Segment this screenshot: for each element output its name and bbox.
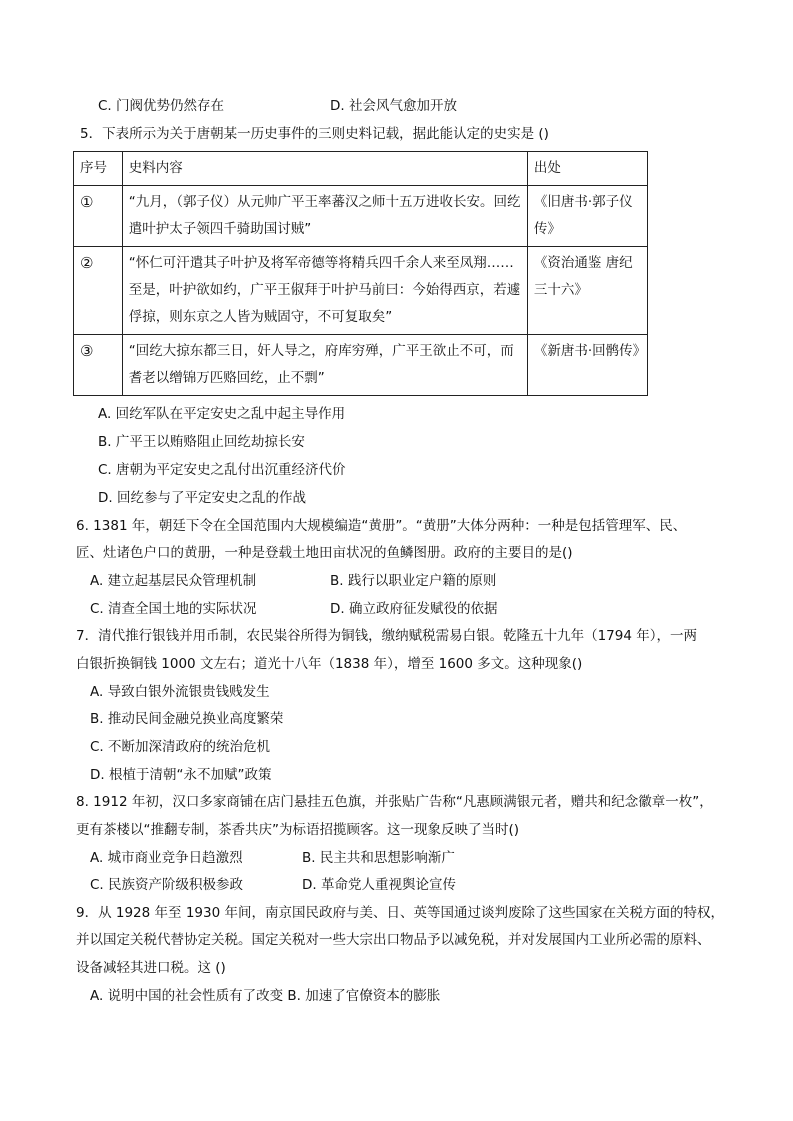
q6-stem-line1: 6. 1381 年，朝廷下令在全国范围内大规模编造“黄册”。“黄册”大体分两种：一种是包括管理军、民、 xyxy=(76,518,687,534)
q5-option-a: A. 回纥军队在平定安史之乱中起主导作用 xyxy=(98,406,346,422)
q8-option-a: A. 城市商业竞争日趋激烈 xyxy=(90,850,243,866)
q7-stem-line2: 白银折换铜钱 1000 文左右；道光十八年（1838 年），增至 1600 多文。这种现象() xyxy=(76,656,583,672)
q6-option-c: C. 清查全国土地的实际状况 xyxy=(90,601,257,617)
q6-option-a: A. 建立起基层民众管理机制 xyxy=(90,573,257,589)
q8-option-b: B. 民主共和思想影响渐广 xyxy=(302,850,455,866)
row-content: “九月，（郭子仪）从元帅广平王率蕃汉之师十五万进收长安。回纥遣叶护太子领四千骑助国讨贼” xyxy=(122,186,527,247)
q6-option-b: B. 践行以职业定户籍的原则 xyxy=(330,573,497,589)
row-source: 《旧唐书·郭子仪传》 xyxy=(527,186,647,247)
source-table xyxy=(73,151,648,396)
header-content: 史料内容 xyxy=(122,152,527,186)
q6-stem-line2: 匠、灶诸色户口的黄册，一种是登载土地田亩状况的鱼鳞图册。政府的主要目的是() xyxy=(76,545,573,561)
q5-option-c: C. 唐朝为平定安史之乱付出沉重经济代价 xyxy=(98,462,346,478)
table-row xyxy=(74,247,648,335)
q8-stem-line1: 8. 1912 年初，汉口多家商铺在店门悬挂五色旗，并张贴广告称“凡惠顾满银元者，赠共和纪念徽章一枚”， xyxy=(76,794,713,810)
q7-stem-line1: 7．清代推行银钱并用币制，农民粜谷所得为铜钱，缴纳赋税需易白银。乾隆五十九年（1794 年），一两 xyxy=(76,628,697,644)
row-content: “回纥大掠东都三日，奸人导之，府库穷殚，广平王欲止不可，而耆老以缯锦万匹赂回纥，止不剽” xyxy=(122,335,527,396)
q8-stem-line2: 更有茶楼以“推翻专制，茶香共庆”为标语招揽顾客。这一现象反映了当时() xyxy=(76,822,520,838)
q9-stem-line1: 9．从 1928 年至 1930 年间，南京国民政府与美、日、英等国通过谈判废除了这些国家在关税方面的特权， xyxy=(76,905,724,921)
row-no: ③ xyxy=(74,335,123,396)
q7-option-d: D. 根植于清朝“永不加赋”政策 xyxy=(90,767,272,783)
header-source: 出处 xyxy=(527,152,647,186)
row-content: “怀仁可汗遣其子叶护及将军帝德等将精兵四千余人来至凤翔……至是，叶护欲如约，广平王俶拜于叶护马前曰：今始得西京，若遽俘掠，则东京之人皆为贼固守，不可复取矣” xyxy=(122,247,527,335)
q4-option-c: C. 门阀优势仍然存在 xyxy=(98,98,225,114)
q6-option-d: D. 确立政府征发赋役的依据 xyxy=(330,601,498,617)
table-header-row xyxy=(74,152,648,186)
q9-stem-line2: 并以国定关税代替协定关税。国定关税对一些大宗出口物品予以减免税，并对发展国内工业所必需的原料、 xyxy=(76,932,711,948)
q7-option-c: C. 不断加深清政府的统治危机 xyxy=(90,739,271,755)
row-source: 《新唐书·回鹘传》 xyxy=(527,335,647,396)
row-source: 《资治通鉴 唐纪三十六》 xyxy=(527,247,647,335)
q7-option-b: B. 推动民间金融兑换业高度繁荣 xyxy=(90,711,284,727)
q7-option-a: A. 导致白银外流银贵钱贱发生 xyxy=(90,684,270,700)
table-row xyxy=(74,186,648,247)
q4-option-d: D. 社会风气愈加开放 xyxy=(330,98,457,114)
q5-stem: 5．下表所示为关于唐朝某一历史事件的三则史料记载，据此能认定的史实是 () xyxy=(80,126,549,142)
q9-stem-line3: 设备减轻其进口税。这 () xyxy=(76,960,226,976)
table-row xyxy=(74,335,648,396)
q9-options-ab: A. 说明中国的社会性质有了改变 B. 加速了官僚资本的膨胀 xyxy=(90,988,441,1004)
header-no: 序号 xyxy=(74,152,123,186)
q5-option-b: B. 广平王以贿赂阻止回纥劫掠长安 xyxy=(98,434,305,450)
q8-option-d: D. 革命党人重视舆论宣传 xyxy=(302,877,456,893)
q8-option-c: C. 民族资产阶级积极参政 xyxy=(90,877,244,893)
row-no: ② xyxy=(74,247,123,335)
q5-option-d: D. 回纥参与了平定安史之乱的作战 xyxy=(98,490,306,506)
row-no: ① xyxy=(74,186,123,247)
